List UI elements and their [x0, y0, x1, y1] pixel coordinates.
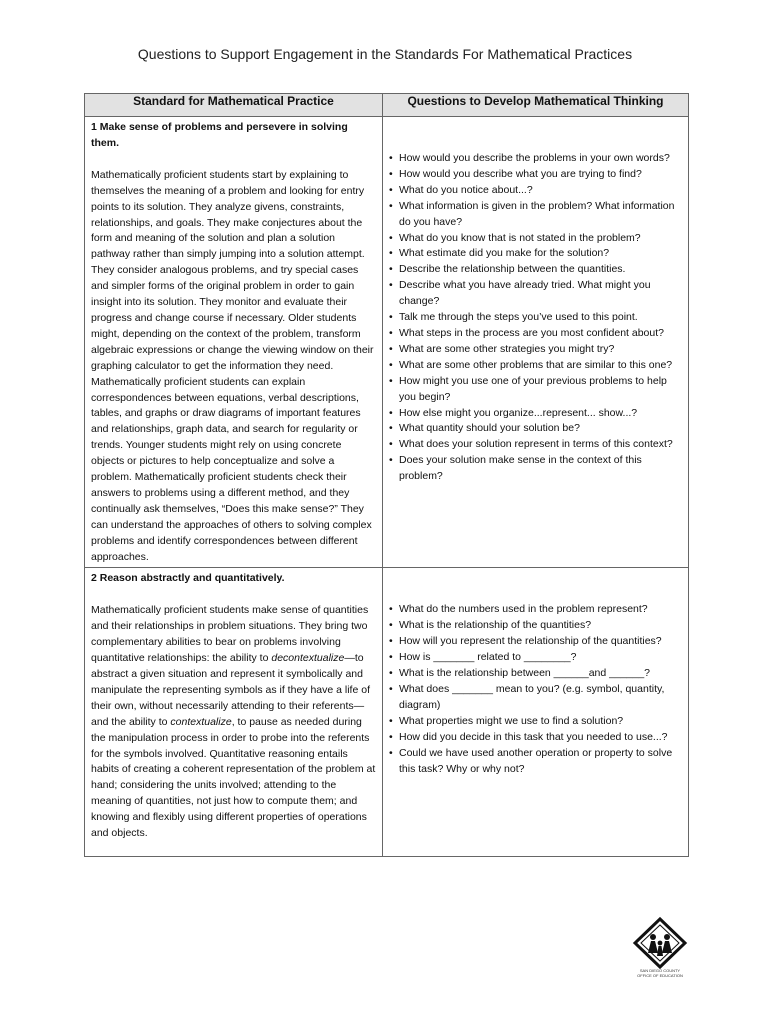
standard-heading: 1 Make sense of problems and persevere in solving them. — [91, 121, 348, 149]
standard-description: Mathematically proficient students make sense of quantities and their relationships in problem situations. They bring two complementary abilities to bear on problems involving quantitative relationships: the ability to decontextualize—to abstract a given situation and represent it symbolically and manipulate the representing symbols as if they have a life of their own, without necessarily attending to their referents—and the ability to contextualize, to pause as needed during the manipulation process in order to probe into the referents for the symbols involved. Quantitative reasoning entails habits of creating a coherent representation of the problem at hand; considering the units involved; attending to the meaning of quantities, not just how to compute them; and knowing and flexibly using different properties of operations and objects. — [91, 604, 376, 840]
question-item: • What is the relationship of the quantities? — [389, 618, 680, 634]
question-item: • What estimate did you make for the solution? — [389, 246, 680, 262]
table-row — [85, 117, 689, 568]
table-row — [85, 568, 689, 857]
standard-cell — [85, 117, 383, 568]
standard-cell — [85, 568, 383, 857]
practices-table — [84, 93, 689, 857]
question-item: • Talk me through the steps you’ve used to this point. — [389, 310, 680, 326]
question-item: • What properties might we use to find a solution? — [389, 714, 680, 730]
question-item: • What information is given in the problem? What information do you have? — [389, 199, 680, 231]
logo-caption: SAN DIEGO COUNTY OFFICE OF EDUCATION — [637, 968, 683, 978]
question-item: • What are some other problems that are similar to this one? — [389, 358, 680, 374]
question-item: • How might you use one of your previous problems to help you begin? — [389, 374, 680, 406]
question-item: • How would you describe what you are trying to find? — [389, 167, 680, 183]
document-title: Questions to Support Engagement in the Standards For Mathematical Practices — [137, 46, 633, 62]
question-item: • What are some other strategies you might try? — [389, 342, 680, 358]
question-item: • How else might you organize...represent... show...? — [389, 406, 680, 422]
question-item: • Does your solution make sense in the context of this problem? — [389, 453, 680, 485]
question-list — [389, 602, 680, 777]
column-header-standard: Standard for Mathematical Practice — [85, 94, 383, 117]
question-item: • What is the relationship between ______and ______? — [389, 666, 680, 682]
standard-description: Mathematically proficient students start by explaining to themselves the meaning of a problem and looking for entry points to its solution. They analyze givens, constraints, relationships, and goals. They make conjectures about the form and meaning of the solution and plan a solution pathway rather than simply jumping into a solution attempt. They consider analogous problems, and try special cases and simpler forms of the original problem in order to gain insight into its solution. They monitor and evaluate their progress and change course if necessary. Older students might, depending on the context of the problem, transform algebraic expressions or change the viewing window on their graphing calculator to get the information they need. Mathematically proficient students can explain correspondences between equations, verbal descriptions, tables, and graphs or draw diagrams of important features and relationships, graph data, and search for regularity or trends. Younger students might rely on using concrete objects or pictures to help conceptualize and solve a problem. Mathematically proficient students check their answers to problems using a different method, and they continually ask themselves, “Does this make sense?” They can understand the approaches of others to solving complex problems and identify correspondences between different approaches. — [91, 168, 374, 563]
question-item: • What steps in the process are you most confident about? — [389, 326, 680, 342]
question-item: • How is _______ related to ________? — [389, 650, 680, 666]
questions-cell — [383, 568, 689, 857]
question-item: • How will you represent the relationship of the quantities? — [389, 634, 680, 650]
standard-heading: 2 Reason abstractly and quantitatively. — [91, 572, 285, 585]
question-list — [389, 151, 680, 485]
question-item: • What quantity should your solution be? — [389, 421, 680, 437]
table-header-row — [85, 94, 689, 117]
question-item: • What does _______ mean to you? (e.g. symbol, quantity, diagram) — [389, 682, 680, 714]
question-item: • Describe what you have already tried. What might you change? — [389, 278, 680, 310]
column-header-questions: Questions to Develop Mathematical Thinking — [383, 94, 689, 117]
question-item: • How did you decide in this task that you needed to use...? — [389, 730, 680, 746]
question-item: • Describe the relationship between the quantities. — [389, 262, 680, 278]
question-item: • What do you know that is not stated in the problem? — [389, 231, 680, 247]
question-item: • What does your solution represent in terms of this context? — [389, 437, 680, 453]
question-item: • What do the numbers used in the problem represent? — [389, 602, 680, 618]
question-item: • What do you notice about...? — [389, 183, 680, 199]
questions-cell — [383, 117, 689, 568]
question-item: • Could we have used another operation or property to solve this task? Why or why not? — [389, 746, 680, 778]
question-item: • How would you describe the problems in your own words? — [389, 151, 680, 167]
